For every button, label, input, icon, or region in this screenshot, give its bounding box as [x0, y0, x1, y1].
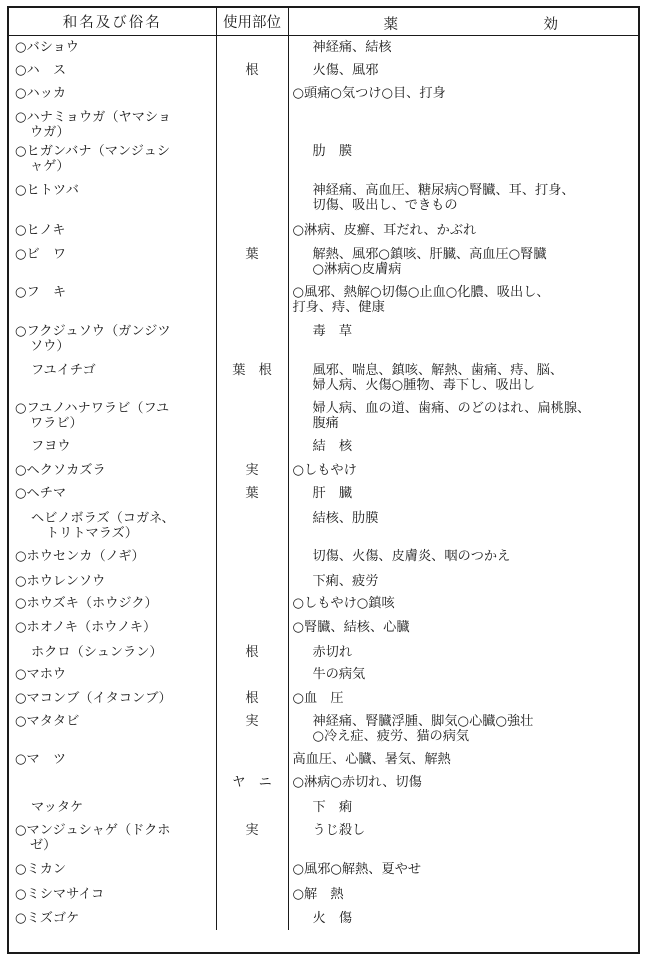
- efficacy-cell: [288, 106, 638, 140]
- efficacy-text: 結 核: [312, 438, 353, 454]
- used-part-cell: 実: [216, 710, 288, 748]
- header-effect-b: 効: [543, 17, 558, 33]
- plant-name: ○バショウ: [15, 40, 79, 55]
- efficacy-cell: [288, 179, 638, 219]
- efficacy-cell: [288, 397, 638, 435]
- efficacy-cell: [288, 641, 638, 663]
- table-row: [9, 663, 638, 687]
- plant-name: ○フクジュソウ（ガンジツ: [15, 323, 171, 339]
- plant-name-cell: [9, 36, 216, 59]
- used-part-cell: [216, 507, 288, 545]
- header-name: [9, 8, 216, 36]
- plant-name: ○ホウセンカ（ノギ）: [15, 548, 145, 564]
- table-row: [9, 592, 638, 616]
- efficacy-text: 毒 草: [312, 323, 353, 339]
- plant-name: ○ハ ス: [15, 62, 67, 78]
- used-part-cell: [216, 545, 288, 570]
- efficacy-text: 風邪、喘息、鎮咳、解熱、歯痛、痔、脳、: [312, 362, 564, 378]
- table-row: [9, 320, 638, 359]
- plant-name-continued: ウガ）: [30, 124, 70, 140]
- efficacy-cell: [288, 59, 638, 82]
- plant-name: ○ホウレンソウ: [15, 573, 106, 589]
- table-row: [9, 616, 638, 641]
- used-part-cell: [216, 616, 288, 641]
- plant-name: マッタケ: [31, 799, 84, 815]
- efficacy-text: ○風邪、熱解○切傷○止血○化膿、吸出し、: [292, 284, 550, 300]
- efficacy-cell: [288, 281, 638, 320]
- used-part-cell: [216, 663, 288, 687]
- table-row: [9, 36, 638, 59]
- plant-name-cell: [9, 858, 216, 883]
- plant-name: ○ヒトツバ: [15, 182, 79, 198]
- used-part-cell: [216, 883, 288, 907]
- header-effect: [288, 8, 638, 36]
- herbal-remedy-table: [9, 8, 638, 930]
- table-header: [9, 8, 638, 36]
- plant-name-cell: [9, 771, 216, 796]
- table-row: [9, 883, 638, 907]
- used-part-cell: 根: [216, 641, 288, 663]
- plant-name-cell: [9, 592, 216, 616]
- used-part-cell: [216, 36, 288, 59]
- efficacy-text: 婦人病、血の道、歯痛、のどのはれ、扁桃腺、: [312, 400, 591, 416]
- efficacy-text: 解熱、風邪○鎮咳、肝臓、高血圧○腎臓: [312, 246, 547, 262]
- efficacy-cell: [288, 710, 638, 748]
- table-row: [9, 243, 638, 281]
- plant-name: ○ハッカ: [15, 85, 67, 101]
- efficacy-cell: [288, 592, 638, 616]
- plant-name: ○フユノハナワラビ（フユ: [15, 400, 170, 416]
- table-row: [9, 359, 638, 397]
- plant-name-cell: [9, 710, 216, 748]
- table-row: [9, 507, 638, 545]
- plant-name: ○マタタビ: [15, 713, 80, 729]
- table-row: [9, 771, 638, 796]
- plant-name: フヨウ: [31, 438, 71, 454]
- used-part-cell: [216, 748, 288, 771]
- efficacy-text: ○血 圧: [292, 690, 344, 706]
- efficacy-cell: [288, 796, 638, 819]
- efficacy-cell: [288, 545, 638, 570]
- plant-name-continued: ャゲ）: [30, 158, 70, 174]
- table-row: [9, 796, 638, 819]
- plant-name-cell: [9, 796, 216, 819]
- plant-name-cell: [9, 616, 216, 641]
- efficacy-text-continued: 切傷、吸出し、できもの: [312, 197, 458, 213]
- efficacy-cell: [288, 858, 638, 883]
- herbal-remedy-table-frame: [7, 6, 640, 954]
- efficacy-text: 肋 膜: [312, 143, 353, 159]
- efficacy-cell: [288, 243, 638, 281]
- used-part-cell: [216, 320, 288, 359]
- plant-name-cell: [9, 243, 216, 281]
- plant-name: ○フ キ: [15, 284, 67, 300]
- efficacy-cell: [288, 570, 638, 592]
- efficacy-text: ○解 熱: [292, 886, 344, 902]
- table-row: [9, 435, 638, 459]
- used-part-cell: [216, 796, 288, 819]
- plant-name-cell: [9, 179, 216, 219]
- plant-name: ○マ ツ: [15, 751, 67, 767]
- used-part-cell: 根: [216, 59, 288, 82]
- plant-name-cell: [9, 59, 216, 82]
- table-body: [9, 36, 638, 930]
- efficacy-text-continued: ○冷え症、疲労、猫の病気: [312, 728, 470, 744]
- plant-name-cell: [9, 507, 216, 545]
- efficacy-text: 高血圧、心臓、暑気、解熱: [292, 751, 451, 767]
- plant-name-cell: [9, 907, 216, 930]
- table-row: [9, 219, 638, 243]
- used-part-cell: [216, 907, 288, 930]
- efficacy-text-continued: 打身、痔、健康: [292, 299, 385, 315]
- plant-name-cell: [9, 459, 216, 482]
- plant-name: ○マコンブ（イタコンブ）: [15, 690, 172, 706]
- efficacy-text: 神経痛、腎臓浮腫、脚気○心臓○強壮: [312, 713, 534, 729]
- table-row: [9, 482, 638, 507]
- plant-name: フユイチゴ: [31, 362, 96, 378]
- plant-name: ○マホウ: [15, 666, 67, 682]
- used-part-cell: [216, 281, 288, 320]
- used-part-cell: 実: [216, 819, 288, 858]
- efficacy-text: ○淋病、皮癬、耳だれ、かぶれ: [292, 222, 477, 238]
- plant-name-cell: [9, 219, 216, 243]
- efficacy-text: 火傷、風邪: [312, 62, 379, 78]
- plant-name: ○ビ ワ: [15, 246, 67, 262]
- table-row: [9, 570, 638, 592]
- efficacy-text: ○腎臓、結核、心臓: [292, 619, 410, 635]
- plant-name-cell: [9, 106, 216, 140]
- plant-name: ○ヘチマ: [15, 485, 67, 501]
- used-part-cell: [216, 592, 288, 616]
- table-row: [9, 397, 638, 435]
- plant-name-continued: ゼ）: [30, 837, 57, 853]
- header-row: [9, 8, 638, 36]
- plant-name-cell: [9, 545, 216, 570]
- plant-name-cell: [9, 687, 216, 710]
- efficacy-cell: [288, 507, 638, 545]
- used-part-cell: ヤ ニ: [216, 771, 288, 796]
- efficacy-cell: [288, 482, 638, 507]
- table-row: [9, 59, 638, 82]
- table-row: [9, 82, 638, 106]
- plant-name-cell: [9, 82, 216, 106]
- plant-name: ○ミシマサイコ: [15, 886, 105, 902]
- table-row: [9, 179, 638, 219]
- plant-name: ホクロ（シュンラン）: [31, 644, 163, 660]
- efficacy-text: 切傷、火傷、皮膚炎、咽のつかえ: [312, 548, 511, 564]
- plant-name: ○ミズゴケ: [15, 910, 80, 926]
- plant-name-cell: [9, 435, 216, 459]
- efficacy-text: うじ殺し: [312, 822, 366, 838]
- table-row: [9, 858, 638, 883]
- plant-name-cell: [9, 397, 216, 435]
- table-row: [9, 710, 638, 748]
- plant-name-cell: [9, 748, 216, 771]
- used-part-cell: [216, 397, 288, 435]
- plant-name-cell: [9, 482, 216, 507]
- plant-name: ○ハナミョウガ（ヤマショ: [15, 109, 172, 125]
- efficacy-text: 神経痛、結核: [312, 40, 392, 55]
- efficacy-text-continued: 腹痛: [312, 415, 339, 431]
- used-part-cell: [216, 219, 288, 243]
- table-row: [9, 140, 638, 179]
- used-part-cell: [216, 570, 288, 592]
- efficacy-cell: [288, 82, 638, 106]
- efficacy-text-continued: ○淋病○皮膚病: [312, 261, 402, 277]
- plant-name-cell: [9, 320, 216, 359]
- plant-name: ○ホオノキ（ホウノキ）: [15, 619, 157, 635]
- plant-name-cell: [9, 641, 216, 663]
- efficacy-cell: [288, 771, 638, 796]
- plant-name-cell: [9, 359, 216, 397]
- efficacy-cell: [288, 435, 638, 459]
- plant-name-cell: [9, 819, 216, 858]
- efficacy-cell: [288, 459, 638, 482]
- table-row: [9, 907, 638, 930]
- used-part-cell: 根: [216, 687, 288, 710]
- efficacy-cell: [288, 883, 638, 907]
- used-part-cell: 葉 根: [216, 359, 288, 397]
- plant-name: ○ヒノキ: [15, 222, 66, 238]
- plant-name-continued: ワラビ）: [30, 415, 83, 431]
- efficacy-cell: [288, 907, 638, 930]
- plant-name: ヘビノボラズ（コガネ、: [31, 510, 175, 526]
- table-row: [9, 819, 638, 858]
- efficacy-cell: [288, 687, 638, 710]
- efficacy-cell: [288, 819, 638, 858]
- plant-name: ○ホウズキ（ホウジク）: [15, 595, 158, 611]
- efficacy-cell: [288, 219, 638, 243]
- header-name-label: 和名及び俗名: [62, 15, 162, 31]
- efficacy-text-continued: 婦人病、火傷○腫物、毒下し、吸出し: [312, 377, 536, 393]
- header-effect-a: 薬: [383, 17, 398, 33]
- used-part-cell: 葉: [216, 482, 288, 507]
- used-part-cell: [216, 82, 288, 106]
- efficacy-text: 下 痢: [312, 799, 353, 815]
- efficacy-text: 肝 臓: [312, 485, 353, 501]
- used-part-cell: 実: [216, 459, 288, 482]
- table-row: [9, 748, 638, 771]
- efficacy-text: 赤切れ: [312, 644, 353, 660]
- efficacy-cell: [288, 140, 638, 179]
- table-row: [9, 687, 638, 710]
- used-part-cell: [216, 179, 288, 219]
- used-part-cell: 葉: [216, 243, 288, 281]
- efficacy-text: 結核、肋膜: [312, 510, 379, 526]
- efficacy-cell: [288, 663, 638, 687]
- plant-name: ○ヒガンバナ（マンジュシ: [15, 143, 171, 159]
- efficacy-text: 下痢、疲労: [312, 573, 379, 589]
- plant-name-cell: [9, 663, 216, 687]
- table-row: [9, 545, 638, 570]
- plant-name-cell: [9, 570, 216, 592]
- efficacy-cell: [288, 320, 638, 359]
- header-part: 使用部位: [216, 8, 288, 36]
- efficacy-text: 牛の病気: [312, 666, 366, 682]
- efficacy-cell: [288, 748, 638, 771]
- table-row: [9, 281, 638, 320]
- plant-name-cell: [9, 140, 216, 179]
- table-row: [9, 459, 638, 482]
- efficacy-text: ○淋病○赤切れ、切傷: [292, 774, 422, 790]
- plant-name-cell: [9, 883, 216, 907]
- plant-name-continued: トリトマラズ）: [46, 525, 138, 541]
- plant-name-continued: ソウ）: [30, 338, 70, 354]
- used-part-cell: [216, 435, 288, 459]
- plant-name: ○ミカン: [15, 861, 67, 877]
- efficacy-text: ○風邪○解熱、夏やせ: [292, 861, 422, 877]
- efficacy-text: ○しもやけ: [292, 462, 357, 478]
- efficacy-text: 火 傷: [312, 910, 353, 926]
- plant-name-cell: [9, 281, 216, 320]
- table-row: [9, 106, 638, 140]
- used-part-cell: [216, 858, 288, 883]
- efficacy-text: ○頭痛○気つけ○目、打身: [292, 85, 446, 101]
- used-part-cell: [216, 106, 288, 140]
- plant-name: ○ヘクソカズラ: [15, 462, 106, 478]
- used-part-cell: [216, 140, 288, 179]
- efficacy-cell: [288, 36, 638, 59]
- efficacy-cell: [288, 359, 638, 397]
- efficacy-cell: [288, 616, 638, 641]
- efficacy-text: ○しもやけ○鎮咳: [292, 595, 395, 611]
- table-row: [9, 641, 638, 663]
- plant-name: ○マンジュシャゲ（ドクホ: [15, 822, 171, 838]
- efficacy-text: 神経痛、高血圧、糖尿病○腎臓、耳、打身、: [312, 182, 575, 198]
